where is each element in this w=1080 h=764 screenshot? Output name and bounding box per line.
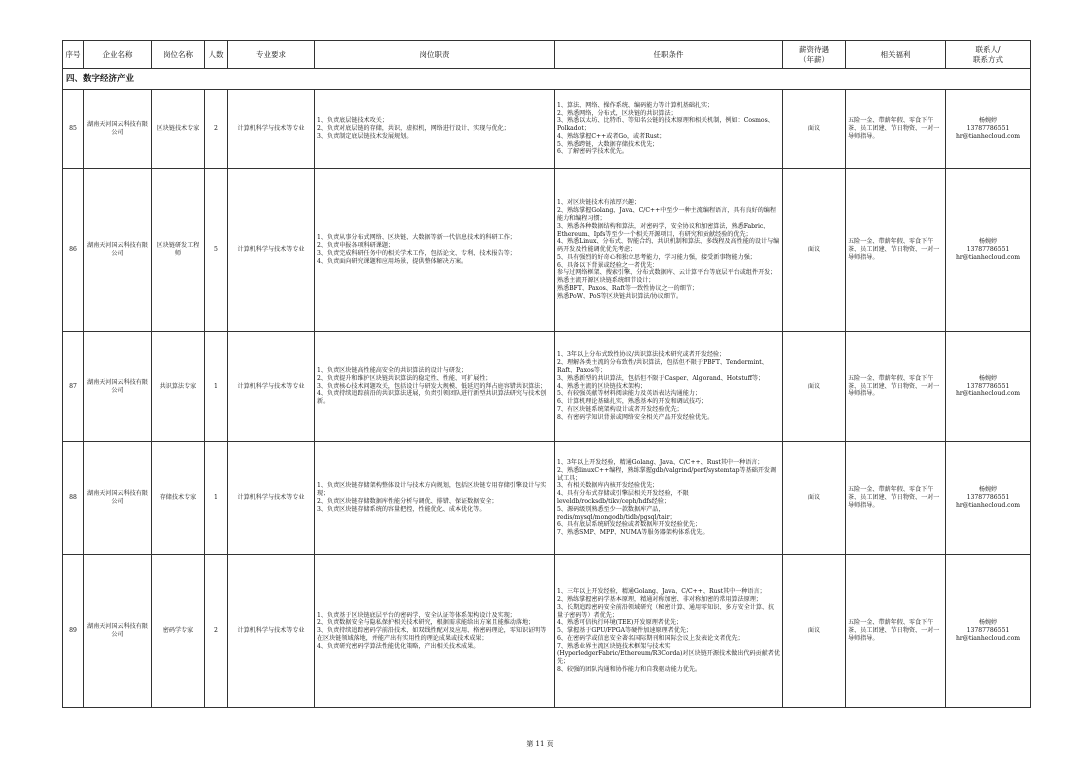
table-row bbox=[63, 169, 1031, 332]
cell-duties: 1、负责底层链技术攻关； 2、负责对底层链的存储，共识，虚拟机，网络进行设计、实现与优化； 3、负责制定底层链技术发展规划。 bbox=[315, 90, 555, 169]
header-requirements: 任职条件 bbox=[555, 41, 783, 69]
cell-position: 区块链技术专家 bbox=[152, 90, 205, 169]
cell-requirements: 1、3年以上分布式致性协议/共识算法技术研究或者开发经验； 2、理解各类主流的分布致性/共识算法，包括但不限于PBFT、Tendermint、Raft、Paxos等； 3、熟悉新型的共识算法，包括但不限于Casper、Algorand、Hotstuff等； 4、熟悉主流的区块链技术架构； 5、有较强英献等材料阅读能力及英语表达沟通能力； 6、计算机理论基础扎实，熟悉基本的开发和调试技巧； 7、有区块链系统架构设计或者开发经验优先； 8、有密码学知识背景或网络安全相关产品开发经验优先。 bbox=[555, 332, 783, 442]
cell-count: 5 bbox=[205, 169, 228, 332]
cell-no: 85 bbox=[63, 90, 84, 169]
header-count: 人数 bbox=[205, 41, 228, 69]
cell-major: 计算机科学与技术等专业 bbox=[228, 332, 315, 442]
cell-position: 共识算法专家 bbox=[152, 332, 205, 442]
table-row bbox=[63, 555, 1031, 708]
header-position: 岗位名称 bbox=[152, 41, 205, 69]
cell-no: 88 bbox=[63, 442, 84, 555]
cell-welfare: 五险一金、带薪年假、零食下午茶、员工团建、节日物资、一对一导师指导。 bbox=[846, 442, 946, 555]
header-contact: 联系人/ 联系方式 bbox=[946, 41, 1031, 69]
cell-duties: 1、负责区块链存储架构整体设计与技术方向规划，包括区块链专用存储引擎设计与实现； 2、负责区块链存储数据库性能分析与调优、排错、保证数据安全； 3、负责区块链存储系统的容量把控，性能优化、成本优化等。 bbox=[315, 442, 555, 555]
cell-salary: 面议 bbox=[783, 169, 846, 332]
cell-no: 87 bbox=[63, 332, 84, 442]
cell-requirements: 1、对区块链技术有浓厚兴趣； 2、熟练掌握Golang、Java、C/C++中至少一种主流编程语言，具有良好的编程能力和编程习惯； 3、熟悉各种数据结构和算法，对密码学，安全协议和加密算法，熟悉Fabric、Ethereum、Ipfs等至少一个相关开源项目，有研究和贡献经验的优先； 4、熟悉Linux、分布式、智能合约、共识机制和算法、多线程及高性能的设计与编码开发及性能调优优先考虑； 5、具有强烈的好奇心和独立思考能力，学习能力强，接受新事物能力强； 6、具备以下背景或经验之一者优先： 参与过网络框架、搜索引擎、分布式数据库、云计算平台等底层平台或组件开发； 熟悉主流开源区块链系统细节设计； 熟悉BFT、Paxos、Raft等一致性协议之一的细节； 熟悉PoW、PoS等区块链共识算法/协议细节。 bbox=[555, 169, 783, 332]
cell-company: 湖南天河国云科技有限公司 bbox=[84, 555, 152, 708]
cell-contact: 杨婉婷 13787786551 hr@tianhecloud.com bbox=[946, 332, 1031, 442]
cell-welfare: 五险一金、带薪年假、零食下午茶、员工团建、节日物资、一对一导师指导。 bbox=[846, 332, 946, 442]
section-row bbox=[63, 69, 1031, 90]
table-row bbox=[63, 332, 1031, 442]
table-row bbox=[63, 442, 1031, 555]
cell-duties: 1、负责从事分布式网络、区块链、大数据等新一代信息技术的科研工作； 2、负责申报各项科研课题； 3、负责完成科研任务中的相关学术工作，包括论文、专利、技术报告等； 4、负责面向研究课题和应用场景，提供整体解决方案。 bbox=[315, 169, 555, 332]
cell-contact: 杨婉婷 13787786551 hr@tianhecloud.com bbox=[946, 442, 1031, 555]
header-no: 序号 bbox=[63, 41, 84, 69]
recruitment-table bbox=[62, 40, 1031, 708]
cell-requirements: 1、3年以上开发经验，精通Golang、Java、C/C++、Rust其中一种语言； 2、熟悉linuxC++编程，熟练掌握gdb/valgrind/perf/systemtap等基础开发调试工具； 3、有相关数据库内核开发经验优先； 4、具有分布式存储或引擎层相关开发经验，不限leveldb/rocksdb/tikv/ceph/hdfs经验； 5、源码级别熟悉至少一款数据库产品，redis/mysql/mongodb/tidb/pgsql/tair； 6、具有底层系统研发经验或者数据库开发经验优先； 7、熟悉SMP、MPP、NUMA等服务器架构体系优先。 bbox=[555, 442, 783, 555]
cell-salary: 面议 bbox=[783, 555, 846, 708]
cell-salary: 面议 bbox=[783, 442, 846, 555]
cell-position: 区块链研发工程师 bbox=[152, 169, 205, 332]
cell-welfare: 五险一金、带薪年假、零食下午茶、员工团建、节日物资、一对一导师指导。 bbox=[846, 169, 946, 332]
cell-contact: 杨婉婷 13787786551 hr@tianhecloud.com bbox=[946, 169, 1031, 332]
cell-major: 计算机科学与技术等专业 bbox=[228, 555, 315, 708]
cell-no: 86 bbox=[63, 169, 84, 332]
cell-welfare: 五险一金、带薪年假、零食下午茶、员工团建、节日物资、一对一导师指导。 bbox=[846, 90, 946, 169]
cell-position: 密码学专家 bbox=[152, 555, 205, 708]
cell-company: 湖南天河国云科技有限公司 bbox=[84, 332, 152, 442]
cell-contact: 杨婉婷 13787786551 hr@tianhecloud.com bbox=[946, 90, 1031, 169]
cell-duties: 1、负责基于区块链底层平台的密码学，安全认证等体系架构设计及实现； 2、负责数据安全与隐私保护相关技术研究，根据需求能给出方案且能推动落地； 3、负责持续追踪密码学前沿技术，如双线性配对及应用、格密码理论，零知识证明等在区块链领域落地，并能产出有实用性的理论成果或技术成果； 4、负责研究密码学算法性能优化策略，产出相关技术成果。 bbox=[315, 555, 555, 708]
cell-count: 1 bbox=[205, 442, 228, 555]
cell-contact: 杨婉婷 13787786551 hr@tianhecloud.com bbox=[946, 555, 1031, 708]
cell-count: 2 bbox=[205, 90, 228, 169]
header-major: 专业要求 bbox=[228, 41, 315, 69]
header-duties: 岗位职责 bbox=[315, 41, 555, 69]
cell-company: 湖南天河国云科技有限公司 bbox=[84, 169, 152, 332]
header-welfare: 相关福利 bbox=[846, 41, 946, 69]
cell-salary: 面议 bbox=[783, 90, 846, 169]
cell-no: 89 bbox=[63, 555, 84, 708]
table-row bbox=[63, 90, 1031, 169]
cell-company: 湖南天河国云科技有限公司 bbox=[84, 90, 152, 169]
cell-major: 计算机科学与技术等专业 bbox=[228, 442, 315, 555]
cell-salary: 面议 bbox=[783, 332, 846, 442]
cell-welfare: 五险一金、带薪年假、零食下午茶、员工团建、节日物资、一对一导师指导。 bbox=[846, 555, 946, 708]
cell-major: 计算机科学与技术等专业 bbox=[228, 90, 315, 169]
cell-major: 计算机科学与技术等专业 bbox=[228, 169, 315, 332]
header-row bbox=[63, 41, 1031, 69]
cell-count: 2 bbox=[205, 555, 228, 708]
section-title: 四、数字经济产业 bbox=[63, 69, 1031, 90]
header-salary: 薪资待遇 （年薪） bbox=[783, 41, 846, 69]
page-number: 第 11 页 bbox=[526, 740, 554, 748]
cell-company: 湖南天河国云科技有限公司 bbox=[84, 442, 152, 555]
cell-count: 1 bbox=[205, 332, 228, 442]
header-company: 企业名称 bbox=[84, 41, 152, 69]
cell-duties: 1、负责区块链高性能高安全的共识算法的设计与研发； 2、负责提升和维护区块链共识算法的稳定性、性能、可扩展性； 3、负责核心技术问题攻关，包括设计与研发大规模、低延迟的拜占庭容错共识算法； 4、负责持续追踪前沿的共识算法进展，负责引领团队进行新型共识算法研究与技术创新。 bbox=[315, 332, 555, 442]
cell-requirements: 1、三年以上开发经验，精通Golang、Java、C/C++、Rust其中一种语言； 2、熟练掌握密码学基本原理，精通对称加密、非对称加密的常用算法原理； 3、长期追踪密码安全前沿领域研究（秘密计算、通用零知识、多方安全计算、抗量子密码等）者优先； 4、熟悉可信执行环境(TEE)开发原理者优先； 5、掌握基于GPU/FPGA等硬件加速原理者优先； 6、在密码学或信息安全著名国际期刊和国际会议上发表论文者优先； 7、熟悉业界主流区块链技术框架与技术实(HyperledgerFabric/Ethereum/R3Corda)对区块链开源技术做出代码贡献者优先； 8、较强的团队沟通和协作能力和自我驱动能力优先。 bbox=[555, 555, 783, 708]
cell-requirements: 1、算法、网络、操作系统、编码能力等计算机基础扎实； 2、熟悉网络，分布式，区块链的共识算法； 3、熟悉以太坊、比特币、等知名公链的技术原理和相关机制，例如：Cosmos、Polkadot； 4、熟练掌握C++或者Go，或者Rust； 5、熟悉跨链，大数据存储技术优先； 6、了解密码学技术优先。 bbox=[555, 90, 783, 169]
cell-position: 存储技术专家 bbox=[152, 442, 205, 555]
